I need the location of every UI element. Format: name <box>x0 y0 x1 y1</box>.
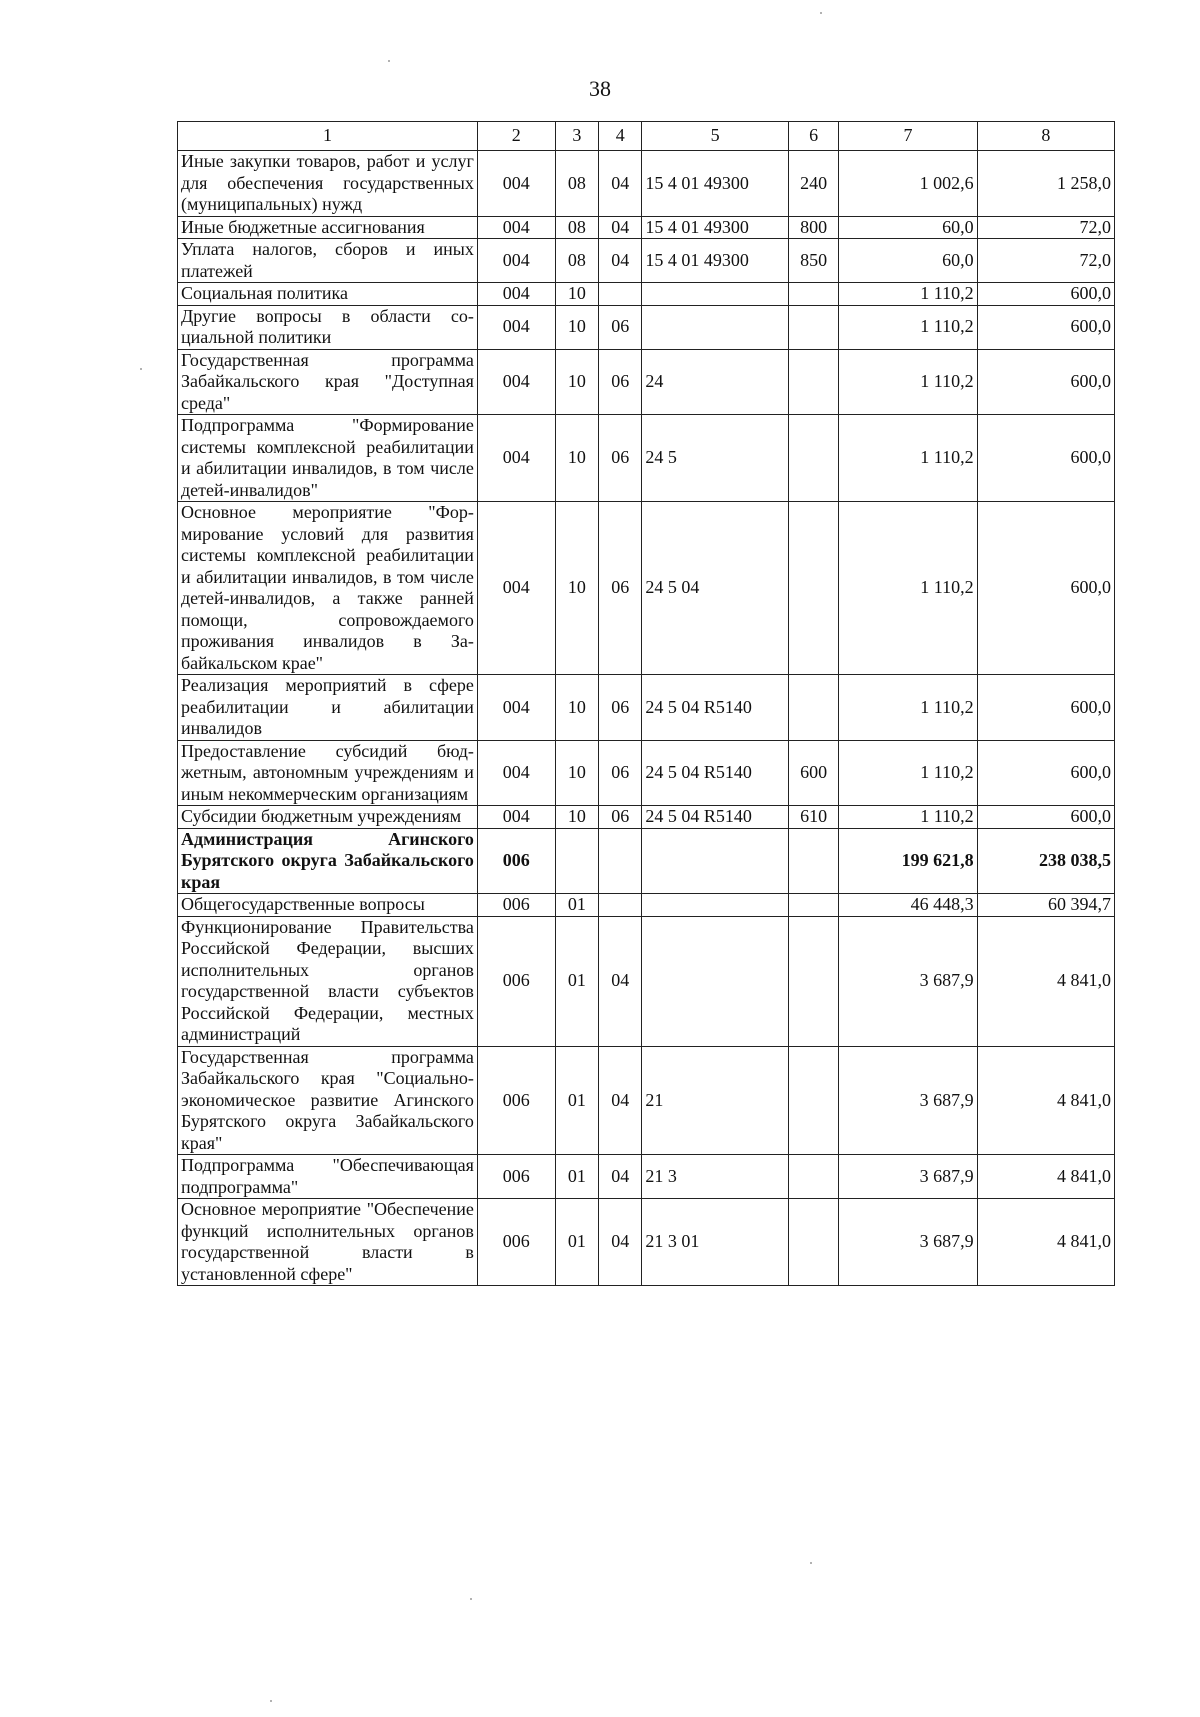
cell-amount-col7: 3 687,9 <box>839 1155 977 1199</box>
table-row <box>178 916 1115 1046</box>
cell-section: 08 <box>555 151 598 217</box>
cell-target-article: 24 5 04 R5140 <box>642 740 788 806</box>
cell-name: Подпрограмма "Обеспечивающая подпрограмма" <box>178 1155 478 1199</box>
cell-name: Администрация Агинского Бурятского округа Забайкальского края <box>178 828 478 894</box>
cell-amount-col8: 1 258,0 <box>977 151 1114 217</box>
budget-table <box>177 121 1115 1286</box>
cell-amount-col8: 600,0 <box>977 349 1114 415</box>
cell-amount-col7: 1 002,6 <box>839 151 977 217</box>
cell-target-article: 24 5 04 R5140 <box>642 806 788 829</box>
cell-section: 10 <box>555 283 598 306</box>
cell-amount-col8: 60 394,7 <box>977 894 1114 917</box>
cell-section <box>555 828 598 894</box>
table-row <box>178 151 1115 217</box>
cell-ministry-code: 004 <box>477 239 555 283</box>
cell-ministry-code: 004 <box>477 151 555 217</box>
table-row <box>178 349 1115 415</box>
cell-expense-type <box>788 283 838 306</box>
cell-name: Реализация мероприятий в сфере реабилитации и абилитации инвалидов <box>178 675 478 741</box>
cell-subsection: 04 <box>599 151 642 217</box>
cell-name: Государственная программа Забайкальского края "Социально-экономическое развитие Агинского Бурятского округа Забайкальского края" <box>178 1046 478 1155</box>
cell-ministry-code: 006 <box>477 916 555 1046</box>
cell-ministry-code: 006 <box>477 1199 555 1286</box>
header-col-7: 7 <box>839 122 977 151</box>
cell-ministry-code: 004 <box>477 806 555 829</box>
cell-section: 01 <box>555 1155 598 1199</box>
cell-expense-type <box>788 916 838 1046</box>
cell-amount-col7: 1 110,2 <box>839 675 977 741</box>
cell-section: 10 <box>555 305 598 349</box>
cell-name: Предоставление субсидий бюджетным, автономным учреждениям и иным некоммерческим организациям <box>178 740 478 806</box>
cell-section: 10 <box>555 740 598 806</box>
cell-ministry-code: 004 <box>477 740 555 806</box>
cell-amount-col8: 238 038,5 <box>977 828 1114 894</box>
table-body <box>178 151 1115 1286</box>
cell-section: 01 <box>555 1046 598 1155</box>
table-row <box>178 740 1115 806</box>
cell-amount-col7: 199 621,8 <box>839 828 977 894</box>
cell-target-article: 24 5 04 R5140 <box>642 675 788 741</box>
cell-amount-col7: 1 110,2 <box>839 502 977 675</box>
cell-ministry-code: 004 <box>477 216 555 239</box>
cell-amount-col8: 600,0 <box>977 675 1114 741</box>
cell-amount-col8: 600,0 <box>977 502 1114 675</box>
scan-speck <box>820 12 822 14</box>
cell-amount-col8: 600,0 <box>977 806 1114 829</box>
table-row <box>178 675 1115 741</box>
scan-speck <box>810 1562 812 1564</box>
cell-subsection: 04 <box>599 1046 642 1155</box>
table-row <box>178 305 1115 349</box>
cell-subsection: 06 <box>599 502 642 675</box>
scan-speck <box>388 60 390 62</box>
cell-amount-col7: 46 448,3 <box>839 894 977 917</box>
cell-name: Государственная программа Забайкальского края "Доступная среда" <box>178 349 478 415</box>
header-col-4: 4 <box>599 122 642 151</box>
cell-subsection <box>599 894 642 917</box>
header-col-6: 6 <box>788 122 838 151</box>
table-row <box>178 415 1115 502</box>
cell-target-article: 24 5 04 <box>642 502 788 675</box>
cell-expense-type <box>788 828 838 894</box>
cell-amount-col7: 1 110,2 <box>839 349 977 415</box>
cell-amount-col7: 1 110,2 <box>839 740 977 806</box>
cell-expense-type <box>788 894 838 917</box>
cell-amount-col8: 4 841,0 <box>977 1046 1114 1155</box>
header-col-8: 8 <box>977 122 1114 151</box>
cell-target-article: 21 3 01 <box>642 1199 788 1286</box>
cell-name: Основное мероприятие "Обеспечение функций исполнительных органов государственной власти в установленной сфере" <box>178 1199 478 1286</box>
cell-name: Общегосударственные вопросы <box>178 894 478 917</box>
table-row <box>178 806 1115 829</box>
scan-speck <box>140 368 142 370</box>
header-col-2: 2 <box>477 122 555 151</box>
cell-amount-col8: 600,0 <box>977 415 1114 502</box>
cell-amount-col8: 4 841,0 <box>977 1199 1114 1286</box>
cell-name: Социальная политика <box>178 283 478 306</box>
cell-subsection <box>599 283 642 306</box>
table-row <box>178 283 1115 306</box>
cell-subsection: 06 <box>599 415 642 502</box>
cell-target-article: 15 4 01 49300 <box>642 239 788 283</box>
cell-section: 08 <box>555 216 598 239</box>
cell-amount-col7: 60,0 <box>839 216 977 239</box>
table-row <box>178 1155 1115 1199</box>
cell-section: 01 <box>555 894 598 917</box>
header-col-5: 5 <box>642 122 788 151</box>
cell-subsection: 04 <box>599 216 642 239</box>
cell-amount-col7: 60,0 <box>839 239 977 283</box>
cell-ministry-code: 004 <box>477 349 555 415</box>
cell-ministry-code: 004 <box>477 415 555 502</box>
cell-subsection: 06 <box>599 740 642 806</box>
cell-expense-type <box>788 305 838 349</box>
header-col-3: 3 <box>555 122 598 151</box>
cell-expense-type <box>788 349 838 415</box>
cell-ministry-code: 004 <box>477 283 555 306</box>
cell-section: 10 <box>555 349 598 415</box>
cell-name: Уплата налогов, сборов и иных платежей <box>178 239 478 283</box>
cell-amount-col7: 1 110,2 <box>839 283 977 306</box>
cell-name: Иные закупки товаров, работ и услуг для обеспечения государственных (муниципальных) нужд <box>178 151 478 217</box>
cell-expense-type: 600 <box>788 740 838 806</box>
cell-amount-col8: 600,0 <box>977 305 1114 349</box>
cell-section: 08 <box>555 239 598 283</box>
table-row <box>178 894 1115 917</box>
cell-ministry-code: 004 <box>477 502 555 675</box>
cell-target-article <box>642 283 788 306</box>
cell-subsection: 06 <box>599 349 642 415</box>
cell-name: Подпрограмма "Формирование системы комплексной реабилитации и абилитации инвалидов, в том числе детей-инвалидов" <box>178 415 478 502</box>
cell-name: Основное мероприятие "Формирование условий для развития системы комплексной реабилитации и абилитации инвалидов, в том числе детей-инвалидов, а также ранней помощи, сопровождаемого проживания инвалидов в Забайкальском крае" <box>178 502 478 675</box>
cell-ministry-code: 006 <box>477 1155 555 1199</box>
table-row <box>178 828 1115 894</box>
cell-expense-type: 240 <box>788 151 838 217</box>
cell-name: Другие вопросы в области социальной политики <box>178 305 478 349</box>
cell-name: Субсидии бюджетным учреждениям <box>178 806 478 829</box>
header-col-1: 1 <box>178 122 478 151</box>
table-row <box>178 1199 1115 1286</box>
cell-amount-col8: 600,0 <box>977 740 1114 806</box>
cell-amount-col7: 3 687,9 <box>839 1199 977 1286</box>
cell-amount-col7: 1 110,2 <box>839 415 977 502</box>
cell-amount-col8: 72,0 <box>977 216 1114 239</box>
cell-target-article: 24 5 <box>642 415 788 502</box>
cell-subsection <box>599 828 642 894</box>
cell-subsection: 06 <box>599 675 642 741</box>
cell-target-article: 21 <box>642 1046 788 1155</box>
cell-ministry-code: 004 <box>477 305 555 349</box>
cell-amount-col7: 1 110,2 <box>839 305 977 349</box>
cell-subsection: 04 <box>599 1155 642 1199</box>
cell-target-article: 15 4 01 49300 <box>642 151 788 217</box>
cell-expense-type <box>788 1155 838 1199</box>
cell-name: Функционирование Правительства Российской Федерации, высших исполнительных органов государственной власти субъектов Российской Федерации, местных администраций <box>178 916 478 1046</box>
cell-target-article: 24 <box>642 349 788 415</box>
cell-target-article <box>642 828 788 894</box>
cell-section: 10 <box>555 415 598 502</box>
cell-expense-type <box>788 675 838 741</box>
cell-subsection: 06 <box>599 305 642 349</box>
cell-subsection: 04 <box>599 239 642 283</box>
cell-expense-type: 800 <box>788 216 838 239</box>
page-number: 38 <box>589 76 611 101</box>
cell-amount-col8: 600,0 <box>977 283 1114 306</box>
cell-section: 10 <box>555 502 598 675</box>
cell-subsection: 06 <box>599 806 642 829</box>
cell-name: Иные бюджетные ассигнования <box>178 216 478 239</box>
cell-amount-col7: 3 687,9 <box>839 1046 977 1155</box>
scan-speck <box>470 1598 472 1600</box>
table-row <box>178 216 1115 239</box>
cell-ministry-code: 006 <box>477 1046 555 1155</box>
table-row <box>178 1046 1115 1155</box>
cell-amount-col8: 4 841,0 <box>977 916 1114 1046</box>
cell-subsection: 04 <box>599 916 642 1046</box>
cell-target-article <box>642 894 788 917</box>
cell-amount-col8: 72,0 <box>977 239 1114 283</box>
cell-amount-col8: 4 841,0 <box>977 1155 1114 1199</box>
cell-expense-type <box>788 502 838 675</box>
cell-section: 10 <box>555 675 598 741</box>
cell-section: 10 <box>555 806 598 829</box>
cell-amount-col7: 3 687,9 <box>839 916 977 1046</box>
table-header-row <box>178 122 1115 151</box>
cell-subsection: 04 <box>599 1199 642 1286</box>
table-row <box>178 502 1115 675</box>
table-row <box>178 239 1115 283</box>
cell-expense-type <box>788 1199 838 1286</box>
cell-expense-type: 610 <box>788 806 838 829</box>
cell-expense-type <box>788 1046 838 1155</box>
cell-section: 01 <box>555 916 598 1046</box>
cell-amount-col7: 1 110,2 <box>839 806 977 829</box>
scan-speck <box>270 1700 272 1702</box>
cell-target-article <box>642 916 788 1046</box>
cell-ministry-code: 006 <box>477 828 555 894</box>
cell-ministry-code: 006 <box>477 894 555 917</box>
cell-ministry-code: 004 <box>477 675 555 741</box>
cell-target-article: 21 3 <box>642 1155 788 1199</box>
cell-section: 01 <box>555 1199 598 1286</box>
cell-expense-type: 850 <box>788 239 838 283</box>
cell-target-article <box>642 305 788 349</box>
cell-expense-type <box>788 415 838 502</box>
cell-target-article: 15 4 01 49300 <box>642 216 788 239</box>
